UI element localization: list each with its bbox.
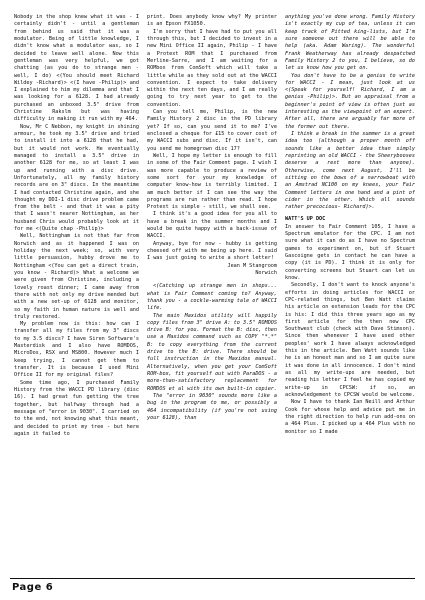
paragraph: print. Does anybody know why? My printer is an Epson FX1050. — [147, 14, 277, 28]
editor-reply: I think a break in the summer is a great idea too (although a proper month off sounds like a better idea than simply reprinting an old WACCI - the Sheerybooses deserve a rest more than anyone). Otherwise, come next August, I'll be sitting on the bows of a narrowboat with an Amstrad NC100 on my knees, your Fair Comment letters in one hand and a pint of cider in the other. Which all sounds rather precocious- Richard)>. — [285, 131, 415, 211]
column-middle — [147, 14, 277, 422]
column-right — [285, 14, 415, 436]
paragraph: In answer to Fair Comment 105, I have a Spectrum emulator for the CPC. I am not sure what it can do as I have no Spectrum games to experiment on, but if Stuart Gascoigne gets in contact he can have a copy (it is PD). I think it is only for converting screens but Stuart can let us know. — [285, 223, 415, 281]
paragraph: Nobody in the shop knew what it was - I certainly didn't - until a gentleman from behind us said that it was a modulator. Being of little knowledge, I didn't know what a modulator was, so I decided to leave well alone. Now this gentleman was very helpful, we got chatting (as you do to strange men - well, I do) <(You should meet Richard Wildey -Richard)> <(I have -Philip)> and I explained to him my dilemma and that I was looking for a 6128. I had already purchased an unboxed 3.5" drive from Christine Rakslm but was having difficulty in making it run with my 464. — [14, 14, 139, 123]
paragraph: Now I have to thank Ian Neill and Arthur Cook for whose help and advice put me in the right direction to help run add-ons on a 464 Plus. I picked up a 464 Plus with no monitor so I made — [285, 399, 415, 435]
editor-reply: The main Maxidos utility will happily copy files from 3" drive A: to 3.5" ROMDOS drive B: for you. Format the B: disc, then use a Maxidos command such as COPY "*.*" B: to copy everything from the current drive to the B: drive. There should be full instruction in the Maxidos manual. Alternatively, when you get your ComSoft ROM-box, fit yourself out with ParaDOS - a more-than-satisfactory replacement for ROMDOS et al with its own built-in copier. — [147, 312, 277, 392]
editor-reply: You don't have to be a genius to write for WACCI - I mean, just look at us <(Speak for yourself! Richard, I am a genius -Philip)>. But an appraisal from a beginner's point of view is often just as interesting as the viewpoint of an expert. After all, there are arguably far more of the former out there. — [285, 72, 415, 130]
paragraph: Anyway, bye for now - hubby is getting cheesed off with me being up here. I said I was just going to write a short letter! — [147, 240, 277, 262]
paragraph: Well, Nottingham is not that far from Norwich and as it happened I was on holiday the next week; so, with very little persuasion, hubby drove me to Nottingham <(You can get a direct train, you know - Richard)> What a welcome we were given from Christine, including a lovely roast dinner; I came away from there with not only my drive mended but with a new set-up of 6128 and monitor, so my faith in human nature is well and truly restored. — [14, 233, 139, 320]
letter-signature: Jean M Stangroom Norwich — [227, 262, 277, 276]
paragraph: Some time ago, I purchased Family History from the WACCI PD library (disc 16). I had great fun getting the tree together, but halfway through had a message of "error in 9030". I carried on to the end, not knowing what this meant, and decided to print my tree - but here again it failed to — [14, 379, 139, 437]
paragraph: Secondly, I don't want to knock anyone's efforts in doing articles for WACCI or CPC-related things, but Ben Watt claims his article on extension leads for the CPC is his: I did this three years ago as my first article for the then new CPC Southwest club (check with Dave Stimson). Since then whenever I have used other peoples' work I have always acknowledged this in the article. Ben Watt sounds like he is an honest man and so I am quite sure it was done in all innocence. I don't mind as all my write-ups are needed, but reading his letter I feel he has copied my write-up in CPCSW: if so, an acknowledgement to CPCSW would be welcome. — [285, 282, 415, 398]
paragraph: Can you tell me, Philip, is the new Family History 2 disc in the PD library yet? If so, can you send it to me? I've enclosed a cheque for £15 to cover cost of my WACCI subs and disc. If it isn't, can you send me homegrown disc 17? — [147, 109, 277, 152]
editor-reply: anything you've done wrong. Family History is't exactly my cup of tea, unless it can keep track of Pitted king-lists, but I'm sure someone out there will be able to help (aka. Adam Waring). The wonderful Frank Weatherway has already despatched Family History 2 to you, I believe, so do let us know how you get on. — [285, 14, 415, 72]
paragraph: My problem now is this: how can I transfer all my files from my 3" discs to my 3.5 discs? I have Siren Software's Masterdisk and I also have ROMDOS, MicroDos, RSX and MS800. However much I keep trying, I cannot get them to transfer. It is because I used Mini Office II for my original files? — [14, 321, 139, 379]
section-heading: WATT'S UP DOC — [285, 216, 326, 223]
paragraph: Well, I hope my letter is enough to fill in some of the Fair Comment page. I wish I was more capable to produce a review of some sort for your my knowledge of computer know-how is terribly limited. I am much better if I can see the way the programs are run rather than read. I hope Protext is simple - still, we shall see. — [147, 152, 277, 211]
column-left — [14, 14, 139, 438]
editor-reply: The "error in 9030" sounds more like a bug in the program to me, or possibly a 464 incompatibility (if you're not using your 6128), than — [147, 392, 277, 421]
editor-reply: <(Catching up strange men in shops... what is Fair Comment coming to? Anyway, thank you - a cockle-warming tale of WACCI life. — [147, 283, 277, 312]
paragraph: I'm sorry that I have had to put you all through this, but I decided to invest in a new Mini Office II again, Philip - I have a Protext ROM that I purchased from Merline-Sarre, and I am waiting for a ROMbox from ComSoft which will take a little while as they sold out at the WACCI convention. I expect to take delivery within the next ten days, and I am really going to try next year to get to the convention. — [147, 28, 277, 108]
page-number: Page 6 — [12, 582, 54, 593]
paragraph: I think it's a good idea for you all to have a break in the summer months and I would be quite happy with a back-issue of WACCI. — [147, 211, 277, 240]
paragraph: Now, Mr C Nebbon, my knight in shining armour, he took my 3.5" drive and tried to install it into a 6128 that he had, but it would not work. He eventually managed to install a 3.5" drive in another 6128 for me, so at least I was up and running with a disc drive. Unfortunately, all my family history records are on 3" discs. In the meantime I had contacted Christine again, and she thought my DDI-1 disc drive problem came from the belt - and that it was a pity that I wasn't nearer Nottingham, as her husband Chris would probably look at it for me <(Quite chap -Philip)> — [14, 123, 139, 233]
footer-rule — [10, 578, 415, 579]
